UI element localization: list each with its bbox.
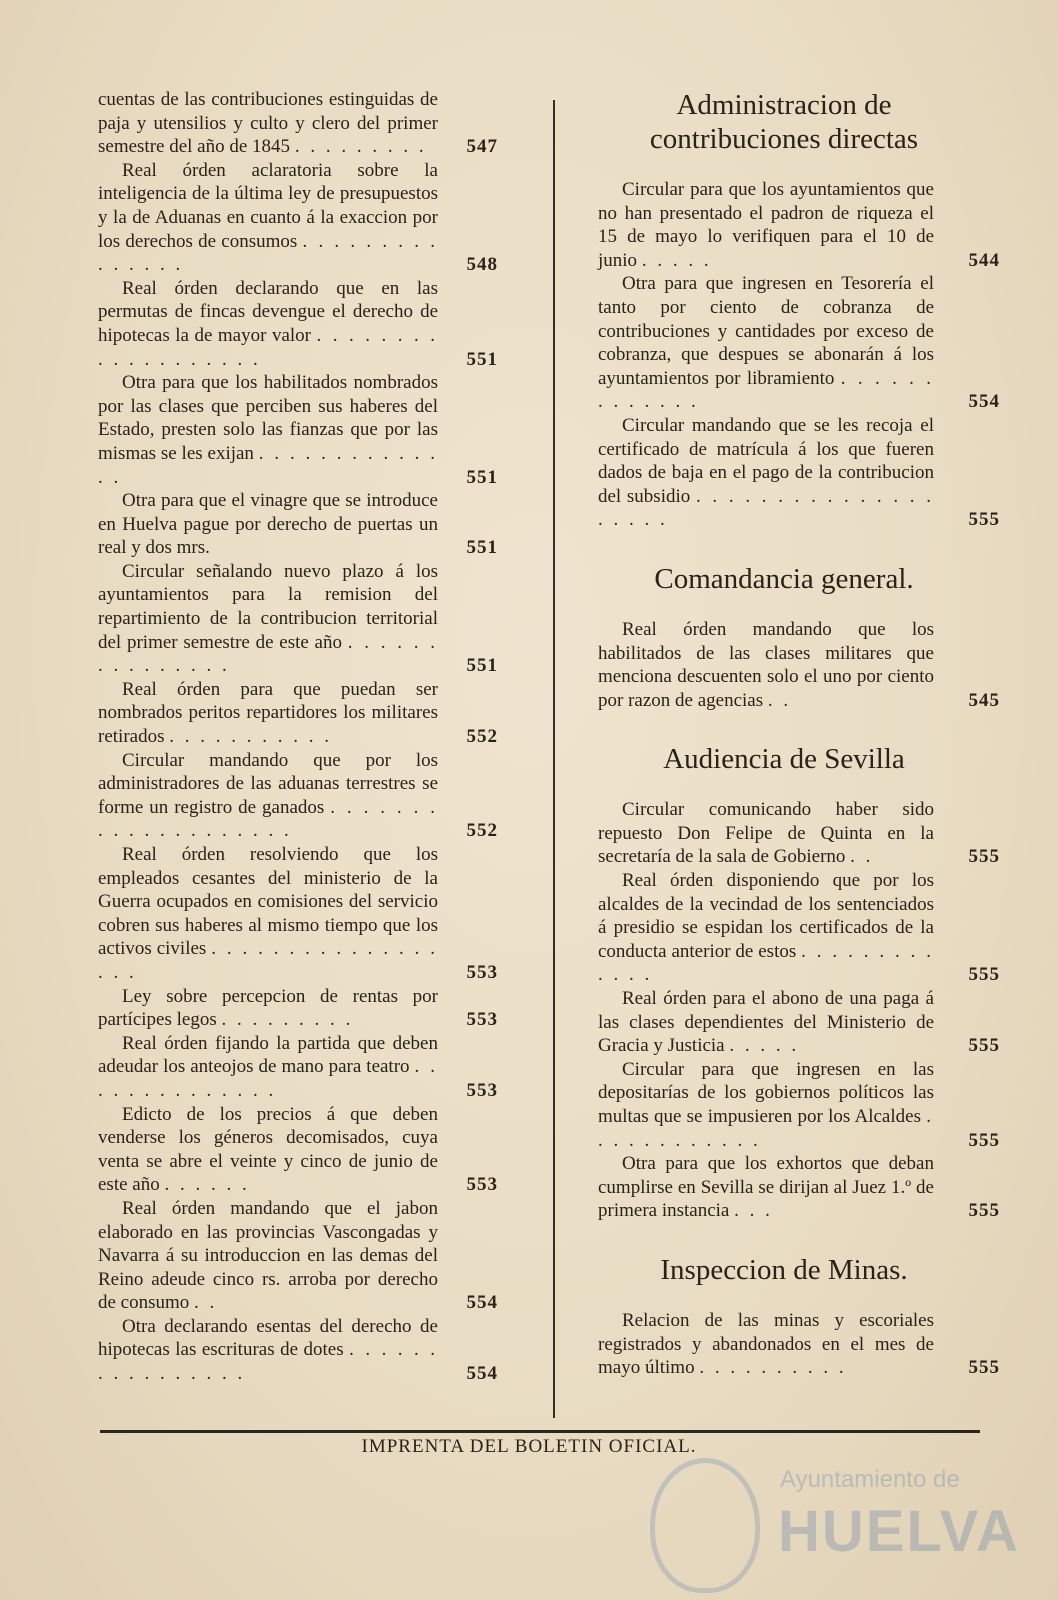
entry-page-number: 555 <box>968 846 1000 868</box>
entry-text <box>598 798 934 869</box>
entry-text <box>598 869 934 987</box>
entry-leader-dots: . . . . . . . . . . . <box>169 726 332 748</box>
entry-title: Real órden para el abono de una paga á las clases dependientes del Ministerio de Gracia y Justicia <box>598 988 934 1057</box>
entry-page-number: 553 <box>466 1174 498 1196</box>
entry-text <box>598 414 934 532</box>
entry-page-number: 551 <box>466 466 498 488</box>
entry-title: Circular comunicando haber sido repuesto Don Felipe de Quinta en la secretaría de la sala de Gobierno <box>598 799 934 868</box>
entry-title: Relacion de las minas y escoriales registrados y abandonados en el mes de mayo último <box>598 1309 934 1379</box>
entry-text <box>98 159 438 277</box>
right-column <box>598 88 1000 1380</box>
entry-title: Circular mandando que se les recoja el certificado de matrícula á los que fueren dados de baja en el pago de la contribucion del subsidio <box>598 414 934 507</box>
section-heading: Inspeccion de Minas. <box>660 1253 908 1286</box>
entry-leader-dots: . . . . . . . . . . . . . <box>598 940 935 986</box>
entry-page-number: 547 <box>466 136 498 158</box>
heading-spacer <box>598 776 1000 798</box>
entry-page-number: 551 <box>466 655 498 677</box>
index-entry <box>598 798 1000 869</box>
entry-leader-dots: . . . . . . . . . . . . . . . . . . . . <box>98 796 438 842</box>
entry-text <box>98 489 438 560</box>
heading-spacer <box>598 1287 1000 1309</box>
entry-text <box>98 1103 438 1197</box>
column-divider <box>553 100 555 1418</box>
index-entry <box>598 272 1000 414</box>
section-spacer <box>598 712 1000 742</box>
entry-title: Circular mandando que por los administradores de las aduanas terrestres se forme un registro de ganados <box>98 749 438 818</box>
watermark-line2: HUELVA <box>778 1499 1020 1564</box>
entry-title: Real órden disponiendo que por los alcaldes de la vecindad de los sentenciados á presidio se espidan los certificados de la conducta anterior de estos <box>598 870 934 962</box>
entry-text <box>598 1058 934 1152</box>
entry-leader-dots: . . . . . . . . . <box>221 1009 354 1031</box>
entry-leader-dots: . . . . . . <box>164 1174 250 1196</box>
left-column <box>98 88 498 1386</box>
index-entry <box>598 869 1000 987</box>
entry-title: Ley sobre percepcion de rentas por partícipes legos <box>98 985 438 1031</box>
entry-title: Otra para que los exhortos que deban cumplirse en Sevilla se dirijan al Juez 1.º de primera instancia <box>598 1153 934 1222</box>
index-entry <box>98 277 498 371</box>
entry-title: Real órden declarando que en las permutas de fincas devengue el derecho de hipotecas la de mayor valor <box>98 277 438 346</box>
entry-page-number: 554 <box>968 391 1000 413</box>
entry-text <box>598 1309 934 1380</box>
heading-spacer <box>598 596 1000 618</box>
entry-leader-dots: . . . . . . . . . . . . . <box>598 367 935 413</box>
entry-leader-dots: . . . <box>734 1200 773 1222</box>
entry-title: Real órden para que puedan ser nombrados peritos repartidores los militares retirados <box>98 678 438 748</box>
entry-page-number: 553 <box>466 1009 498 1031</box>
index-entry <box>98 159 498 277</box>
entry-page-number: 555 <box>968 1357 1000 1379</box>
coat-of-arms-icon <box>650 1458 760 1593</box>
entry-text <box>98 88 438 159</box>
entry-title: Otra para que los habilitados nombrados por las clases que perciben sus haberes del Estado, presten solo las fianzas que por las mismas se les exijan <box>98 372 438 464</box>
entry-leader-dots: . . . . . . . . . <box>294 136 427 158</box>
entry-text <box>98 1197 438 1315</box>
entry-page-number: 554 <box>466 1292 498 1314</box>
index-entry <box>598 178 1000 272</box>
entry-page-number: 552 <box>466 820 498 842</box>
index-entry <box>98 1103 498 1197</box>
section-spacer <box>598 1223 1000 1253</box>
watermark-line1: Ayuntamiento de <box>780 1466 960 1493</box>
entry-page-number: 551 <box>466 348 498 370</box>
entry-leader-dots: . . . . . . . . . . . . <box>598 1106 934 1151</box>
index-entry <box>598 414 1000 532</box>
entry-title: Real órden resolviendo que los empleados cesantes del ministerio de la Guerra ocupados en comisiones del servicio cobren sus haberes al mismo tiempo que los activos civiles <box>98 844 438 960</box>
entry-text <box>598 1152 934 1223</box>
entry-text <box>98 277 438 371</box>
entry-text <box>98 560 438 678</box>
entry-leader-dots: . . . . . . . . . . . . . . . . . . . . <box>598 485 935 531</box>
index-entry <box>98 371 498 489</box>
entry-page-number: 552 <box>466 726 498 748</box>
entry-title: Otra para que ingresen en Tesorería el tanto por ciento de cobranza de contribuciones y cantidades por exceso de cobranza, que despues se abonarán á los ayuntamientos por libramiento <box>598 273 934 389</box>
entry-page-number: 555 <box>968 509 1000 531</box>
entry-text <box>98 985 438 1032</box>
entry-title: Edicto de los precios á que deben venderse los géneros decomisados, cuya venta se abre el veinte y cinco de junio de este año <box>98 1103 438 1196</box>
entry-leader-dots: . . . . . . . . . . . . . . <box>98 1056 439 1101</box>
index-entry <box>98 749 498 843</box>
entry-title: Real órden mandando que los habilitados de las clases militares que menciona descuenten solo el uno por ciento por razon de agencias <box>598 618 934 711</box>
entry-text <box>598 987 934 1058</box>
entry-title: cuentas de las contribuciones estinguidas de paja y utensilios y culto y clero del primer semestre del año de 1845 <box>98 89 438 158</box>
entry-page-number: 555 <box>968 1200 1000 1222</box>
entry-leader-dots: . . . . . . . . . . . . . . . . . . <box>98 938 439 983</box>
entry-text <box>98 749 438 843</box>
entry-text <box>98 1032 438 1103</box>
entry-page-number: 553 <box>466 961 498 983</box>
entry-leader-dots: . . . . . . . . . . . . . . . <box>98 230 438 276</box>
entry-leader-dots: . . . . . <box>641 249 712 271</box>
entry-title: Circular señalando nuevo plazo á los ayuntamientos para la remision del repartimiento de la contribucion territorial del primer semestre de este año <box>98 560 438 653</box>
index-entry <box>98 1197 498 1315</box>
index-entry <box>598 987 1000 1058</box>
entry-text <box>98 843 438 985</box>
entry-text <box>98 1315 438 1386</box>
footer-rule <box>100 1430 980 1433</box>
entry-leader-dots: . . <box>850 846 874 868</box>
entry-title: Otra para que el vinagre que se introduce en Huelva pague por derecho de puertas un real y dos mrs. <box>98 490 438 559</box>
index-entry <box>98 1032 498 1103</box>
index-entry <box>598 618 1000 712</box>
entry-title: Real órden fijando la partida que deben adeudar los anteojos de mano para teatro <box>98 1032 438 1078</box>
entry-page-number: 548 <box>466 254 498 276</box>
watermark <box>650 1458 1030 1593</box>
entry-page-number: 553 <box>466 1079 498 1101</box>
entry-title: Circular para que los ayuntamientos que no han presentado el padron de riqueza el 15 de mayo lo verifiquen para el 10 de junio <box>598 179 934 271</box>
entry-title: Circular para que ingresen en las depositarías de los gobiernos políticos las multas que se impusieren por los Alcaldes <box>598 1058 934 1127</box>
entry-leader-dots: . . . . . . . . . . . . . . <box>98 442 439 488</box>
entry-title: Real órden mandando que el jabon elaborado en las provincias Vascongadas y Navarra á su introduccion en las demas del Reino adeude cinco rs. arroba por derecho de consumo <box>98 1197 438 1314</box>
entry-leader-dots: . . . . . . . . . . . . . . . . . . . <box>98 324 439 370</box>
index-entry <box>98 678 498 749</box>
index-entry <box>98 1315 498 1386</box>
index-entry <box>598 1058 1000 1152</box>
entry-page-number: 555 <box>968 1035 1000 1057</box>
entry-leader-dots: . . . . . <box>729 1035 800 1057</box>
entry-page-number: 555 <box>968 964 1000 986</box>
section-spacer <box>598 532 1000 562</box>
entry-leader-dots: . . <box>767 689 792 711</box>
entry-text <box>598 178 934 272</box>
index-entry <box>598 1152 1000 1223</box>
entry-leader-dots: . . <box>194 1292 218 1314</box>
entry-page-number: 555 <box>968 1129 1000 1151</box>
section-heading: Audiencia de Sevilla <box>663 743 905 776</box>
index-entry <box>98 843 498 985</box>
imprint-text: IMPRENTA DEL BOLETIN OFICIAL. <box>361 1436 697 1457</box>
index-entry <box>98 489 498 560</box>
entry-page-number: 551 <box>466 537 498 559</box>
entry-text <box>598 618 934 712</box>
index-entry <box>98 88 498 159</box>
index-entry <box>598 1309 1000 1380</box>
entry-text <box>98 371 438 489</box>
index-entry <box>98 560 498 678</box>
entry-page-number: 554 <box>466 1363 498 1385</box>
heading-spacer <box>598 156 1000 178</box>
entry-text <box>98 678 438 749</box>
section-heading: Comandancia general. <box>654 562 914 595</box>
entry-leader-dots: . . . . . . . . . . . . . . . . <box>98 1339 439 1385</box>
entry-text <box>598 272 934 414</box>
entry-title: Otra declarando esentas del derecho de hipotecas las escrituras de dotes <box>98 1315 438 1361</box>
entry-page-number: 544 <box>968 249 1000 271</box>
entry-page-number: 545 <box>968 689 1000 711</box>
entry-leader-dots: . . . . . . . . . . . . . . . <box>98 631 439 677</box>
entry-title: Real órden aclaratoria sobre la inteligencia de la última ley de presupuestos y la de Aduanas en cuanto á la exaccion por los derechos de consumos <box>98 159 438 252</box>
index-entry <box>98 985 498 1032</box>
section-heading: Administracion de contribuciones directas <box>649 89 919 155</box>
entry-leader-dots: . . . . . . . . . . <box>699 1357 847 1379</box>
